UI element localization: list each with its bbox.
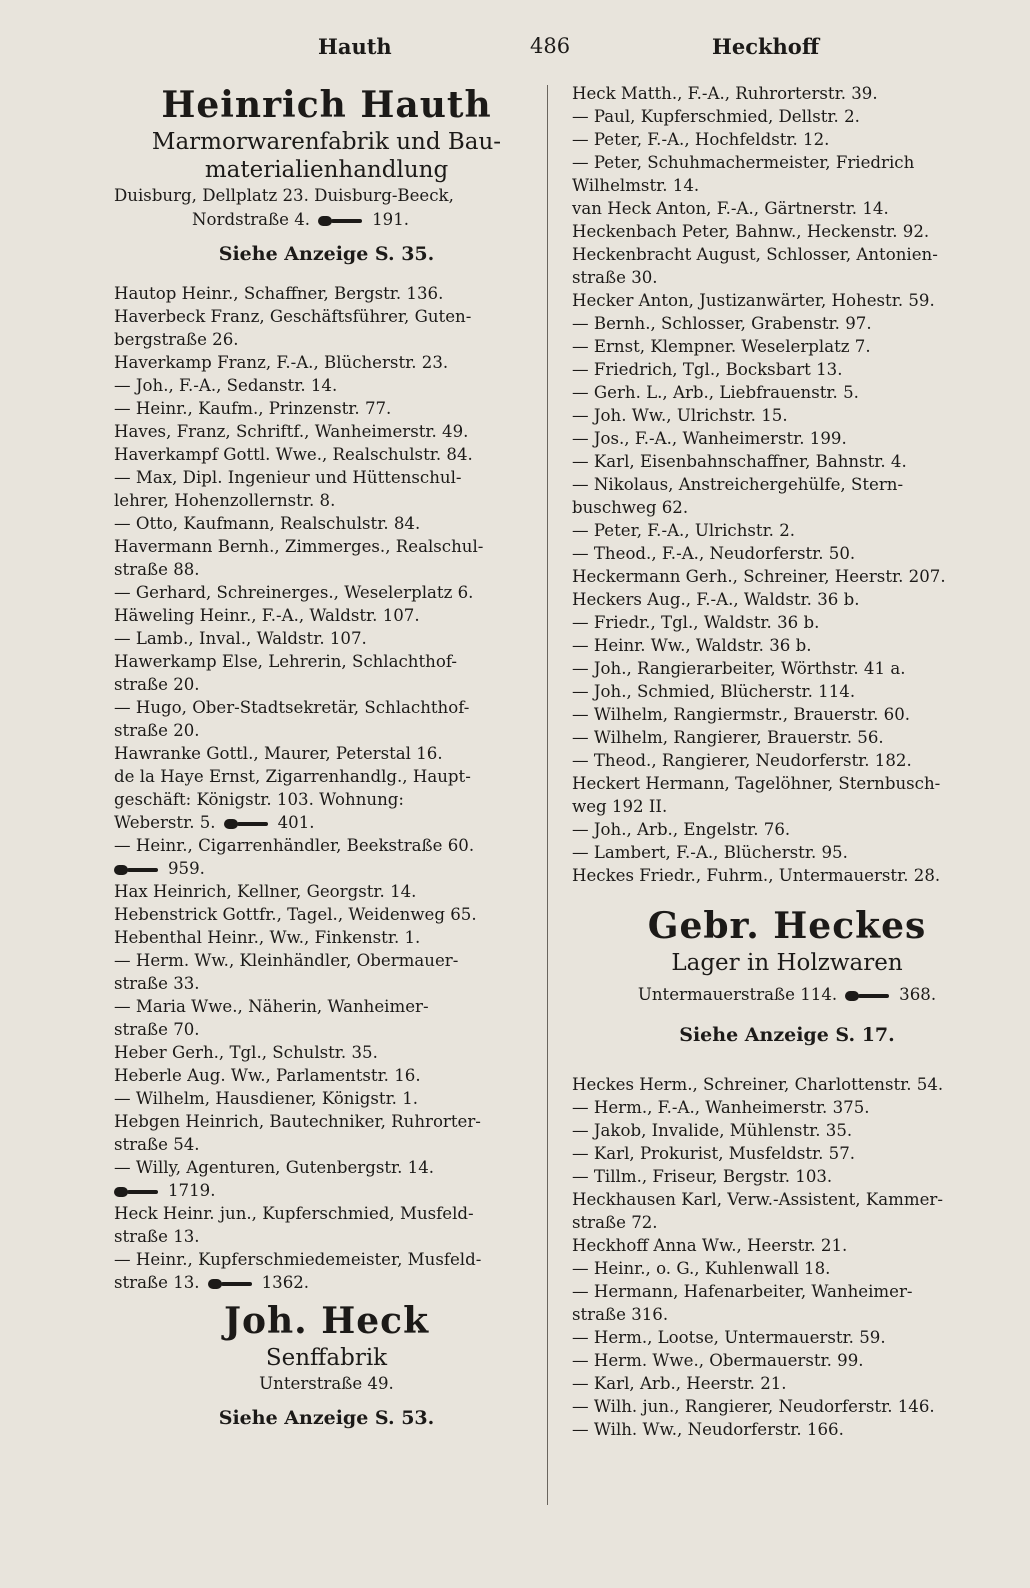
list-item-cont: geschäft: Königstr. 103. Wohnung: (114, 790, 405, 809)
list-item: Heckes Friedr., Fuhrm., Untermauerstr. 28. (572, 866, 941, 885)
list-item-cont: Wilhelmstr. 14. (572, 176, 700, 195)
list-item-cont: straße 54. (114, 1135, 200, 1154)
telephone-icon (224, 818, 268, 830)
list-item: Heck Heinr. jun., Kupferschmied, Musfeld- (114, 1204, 474, 1223)
list-item: Hebenthal Heinr., Ww., Finkenstr. 1. (114, 928, 421, 947)
ad-company-name: Joh. Heck (223, 1300, 430, 1342)
ad-address-cont: Nordstraße 4. (192, 210, 311, 229)
page-header (0, 34, 1030, 64)
list-item: — Max, Dipl. Ingenieur und Hüttenschul- (114, 468, 462, 487)
ad-phone-number: 368. (899, 985, 937, 1004)
list-item: Heckers Aug., F.-A., Waldstr. 36 b. (572, 590, 860, 609)
list-item: Hautop Heinr., Schaffner, Bergstr. 136. (114, 284, 444, 303)
list-item: — Peter, F.-A., Hochfeldstr. 12. (572, 130, 830, 149)
list-item: — Joh., F.-A., Sedanstr. 14. (114, 376, 338, 395)
list-item: Heckenbach Peter, Bahnw., Heckenstr. 92. (572, 222, 930, 241)
telephone-icon (845, 990, 889, 1002)
list-item: Haverkampf Gottl. Wwe., Realschulstr. 84. (114, 445, 473, 464)
list-item-cont: lehrer, Hohenzollernstr. 8. (114, 491, 336, 510)
ad-reference: Siehe Anzeige S. 35. (218, 243, 435, 265)
list-item: Heberle Aug. Ww., Parlamentstr. 16. (114, 1066, 421, 1085)
header-first-name: Hauth (318, 34, 392, 59)
list-item: Hebgen Heinrich, Bautechniker, Ruhrorter- (114, 1112, 481, 1131)
list-item: — Gerh. L., Arb., Liebfrauenstr. 5. (572, 383, 859, 402)
list-item: — Jos., F.-A., Wanheimerstr. 199. (572, 429, 847, 448)
list-item: — Theod., Rangierer, Neudorferstr. 182. (572, 751, 912, 770)
list-item-cont: straße 316. (572, 1305, 669, 1324)
list-item: Häweling Heinr., F.-A., Waldstr. 107. (114, 606, 420, 625)
ad-business-type-cont: materialienhandlung (204, 157, 449, 183)
list-item-cont: straße 13. (114, 1227, 200, 1246)
list-item: — Heinr., Kupferschmiedemeister, Musfeld- (114, 1250, 482, 1269)
list-item: — Maria Wwe., Näherin, Wanheimer- (114, 997, 429, 1016)
list-item-cont: straße 30. (572, 268, 658, 287)
list-item-cont: buschweg 62. (572, 498, 689, 517)
list-item: — Hermann, Hafenarbeiter, Wanheimer- (572, 1282, 913, 1301)
list-item-cont: straße 20. (114, 675, 200, 694)
ad-reference: Siehe Anzeige S. 17. (679, 1024, 895, 1046)
list-item-cont: bergstraße 26. (114, 330, 239, 349)
list-item-cont: straße 33. (114, 974, 200, 993)
ad-address-phone (572, 983, 1002, 1007)
entry-phone-number: 1719. (168, 1181, 216, 1200)
list-item: Hawerkamp Else, Lehrerin, Schlachthof- (114, 652, 457, 671)
ad-company-name: Gebr. Heckes (647, 905, 927, 947)
list-item: — Herm., Lootse, Untermauerstr. 59. (572, 1328, 886, 1347)
list-item-cont: straße 20. (114, 721, 200, 740)
telephone-icon (114, 1186, 158, 1198)
list-item: Heber Gerh., Tgl., Schulstr. 35. (114, 1043, 378, 1062)
entry-address: straße 13. (114, 1273, 200, 1292)
advertisement-heck (114, 1300, 539, 1432)
list-item-cont: weg 192 II. (572, 797, 668, 816)
list-item: — Heinr., Cigarrenhändler, Beekstraße 60. (114, 836, 475, 855)
list-item-cont (114, 1271, 539, 1294)
page-number: 486 (530, 34, 571, 58)
list-item: Heckermann Gerh., Schreiner, Heerstr. 207. (572, 567, 946, 586)
entry-phone-number: 1362. (261, 1273, 310, 1292)
list-item: — Otto, Kaufmann, Realschulstr. 84. (114, 514, 421, 533)
list-item: — Joh., Arb., Engelstr. 76. (572, 820, 791, 839)
list-item: — Wilh. jun., Rangierer, Neudorferstr. 146. (572, 1397, 935, 1416)
list-item: — Nikolaus, Anstreichergehülfe, Stern- (572, 475, 904, 494)
list-item: — Herm., F.-A., Wanheimerstr. 375. (572, 1098, 870, 1117)
advertisement-heckes (572, 905, 1002, 1049)
list-item: — Wilh. Ww., Neudorferstr. 166. (572, 1420, 844, 1439)
list-item-cont (114, 811, 539, 834)
list-item: — Herm. Ww., Kleinhändler, Obermauer- (114, 951, 459, 970)
list-item: Haverkamp Franz, F.-A., Blücherstr. 23. (114, 353, 449, 372)
list-item: de la Haye Ernst, Zigarrenhandlg., Haupt- (114, 767, 471, 786)
list-item: Hax Heinrich, Kellner, Georgstr. 14. (114, 882, 417, 901)
list-item: — Joh., Rangierarbeiter, Wörthstr. 41 a. (572, 659, 906, 678)
list-item-cont: straße 88. (114, 560, 200, 579)
list-item: — Karl, Eisenbahnschaffner, Bahnstr. 4. (572, 452, 907, 471)
ad-company-name: Heinrich Hauth (161, 84, 492, 126)
list-item: — Joh. Ww., Ulrichstr. 15. (572, 406, 788, 425)
header-last-name: Heckhoff (712, 34, 820, 59)
list-item-cont (114, 857, 539, 880)
list-item: Haverbeck Franz, Geschäftsführer, Guten- (114, 307, 472, 326)
entry-address: Weberstr. 5. (114, 813, 216, 832)
ad-address-phone (114, 208, 539, 232)
list-item: — Ernst, Klempner. Weselerplatz 7. (572, 337, 871, 356)
list-item: — Wilhelm, Rangiermstr., Brauerstr. 60. (572, 705, 911, 724)
list-item: — Herm. Wwe., Obermauerstr. 99. (572, 1351, 864, 1370)
list-item: — Gerhard, Schreinerges., Weselerplatz 6. (114, 583, 474, 602)
list-item-cont: straße 70. (114, 1020, 200, 1039)
list-item: — Friedrich, Tgl., Bocksbart 13. (572, 360, 843, 379)
list-item: — Paul, Kupferschmied, Dellstr. 2. (572, 107, 860, 126)
list-item: Hecker Anton, Justizanwärter, Hohestr. 59. (572, 291, 935, 310)
list-item: — Jakob, Invalide, Mühlenstr. 35. (572, 1121, 853, 1140)
list-item: — Heinr. Ww., Waldstr. 36 b. (572, 636, 812, 655)
left-column (114, 82, 539, 1446)
list-item: Haves, Franz, Schriftf., Wanheimerstr. 49. (114, 422, 469, 441)
list-item: — Wilhelm, Hausdiener, Königstr. 1. (114, 1089, 419, 1108)
list-item: — Joh., Schmied, Blücherstr. 114. (572, 682, 856, 701)
list-item: — Heinr., Kaufm., Prinzenstr. 77. (114, 399, 392, 418)
list-item: — Peter, F.-A., Ulrichstr. 2. (572, 521, 796, 540)
list-item-cont: straße 72. (572, 1213, 658, 1232)
list-item: Havermann Bernh., Zimmerges., Realschul- (114, 537, 484, 556)
list-item: — Heinr., o. G., Kuhlenwall 18. (572, 1259, 831, 1278)
ad-business-type: Lager in Holzwaren (671, 950, 903, 976)
list-item: — Lambert, F.-A., Blücherstr. 95. (572, 843, 848, 862)
telephone-icon (114, 864, 158, 876)
ad-address: Duisburg, Dellplatz 23. Duisburg-Beeck, (114, 186, 454, 205)
list-item: Heckert Hermann, Tagelöhner, Sternbusch- (572, 774, 941, 793)
telephone-icon (208, 1278, 252, 1290)
list-item: — Theod., F.-A., Neudorferstr. 50. (572, 544, 856, 563)
ad-reference: Siehe Anzeige S. 53. (218, 1407, 435, 1429)
entry-phone-number: 959. (168, 859, 205, 878)
list-item: — Karl, Prokurist, Musfeldstr. 57. (572, 1144, 856, 1163)
column-divider (547, 85, 548, 1505)
list-item: Hawranke Gottl., Maurer, Peterstal 16. (114, 744, 443, 763)
list-item: Heckenbracht August, Schlosser, Antonien- (572, 245, 938, 264)
entry-phone-number: 401. (277, 813, 315, 832)
ad-business-type: Senffabrik (265, 1345, 388, 1371)
ad-business-type: Marmorwarenfabrik und Bau- (151, 129, 502, 155)
list-item: Heckes Herm., Schreiner, Charlottenstr. 54. (572, 1075, 944, 1094)
ad-phone-number: 191. (372, 210, 410, 229)
list-item: — Tillm., Friseur, Bergstr. 103. (572, 1167, 833, 1186)
advertisement-hauth (114, 84, 539, 268)
list-item: — Karl, Arb., Heerstr. 21. (572, 1374, 787, 1393)
list-item: — Hugo, Ober-Stadtsekretär, Schlachthof- (114, 698, 470, 717)
list-item: — Friedr., Tgl., Waldstr. 36 b. (572, 613, 820, 632)
list-item: — Willy, Agenturen, Gutenbergstr. 14. (114, 1158, 435, 1177)
list-item: Hebenstrick Gottfr., Tagel., Weidenweg 65. (114, 905, 477, 924)
ad-address: Unterstraße 49. (259, 1374, 394, 1393)
list-item: Heck Matth., F.-A., Ruhrorterstr. 39. (572, 84, 878, 103)
list-item: — Wilhelm, Rangierer, Brauerstr. 56. (572, 728, 884, 747)
right-column (572, 82, 1002, 1441)
list-item: — Lamb., Inval., Waldstr. 107. (114, 629, 367, 648)
list-item: — Bernh., Schlosser, Grabenstr. 97. (572, 314, 872, 333)
list-item: van Heck Anton, F.-A., Gärtnerstr. 14. (572, 199, 889, 218)
list-item: Heckhausen Karl, Verw.-Assistent, Kammer- (572, 1190, 943, 1209)
list-item-cont (114, 1179, 539, 1202)
telephone-icon (318, 215, 362, 227)
ad-address: Untermauerstraße 114. (637, 985, 838, 1004)
list-item: Heckhoff Anna Ww., Heerstr. 21. (572, 1236, 848, 1255)
list-item: — Peter, Schuhmachermeister, Friedrich (572, 153, 915, 172)
